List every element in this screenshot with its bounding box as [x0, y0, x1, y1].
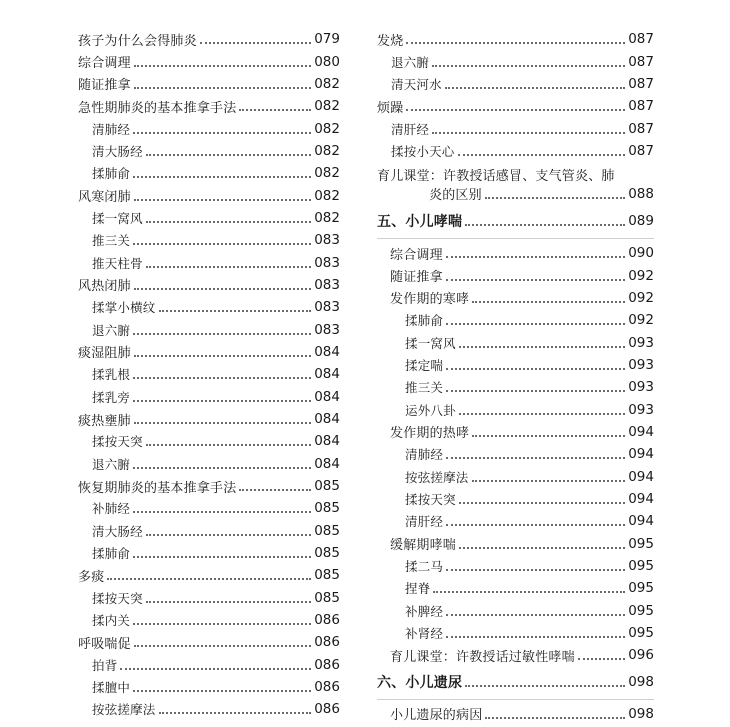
toc-entry-title: 揉按天突: [92, 434, 143, 450]
toc-page-number: 087: [628, 53, 654, 70]
toc-entry[interactable]: [377, 242, 654, 264]
toc-entry-title-line2: 炎的区别: [429, 188, 482, 204]
toc-entry-title: 揉按天突: [92, 590, 143, 606]
toc-entry-title: 捏脊: [405, 581, 431, 597]
dot-leader: [134, 645, 311, 647]
toc-page-number: 084: [314, 366, 340, 383]
toc-entry[interactable]: [78, 564, 340, 586]
toc-entry-title: 揉一窝风: [92, 210, 143, 226]
toc-entry[interactable]: [78, 50, 340, 72]
toc-right-column: [377, 28, 654, 725]
dot-leader: [459, 346, 625, 348]
dot-leader: [134, 87, 311, 89]
dot-leader: [446, 256, 625, 258]
toc-entry[interactable]: [78, 654, 340, 676]
dot-leader: [406, 42, 625, 44]
toc-entry-title: 小儿遗尿的病因: [390, 708, 483, 724]
dot-leader: [133, 400, 311, 402]
toc-entry[interactable]: [377, 354, 654, 376]
toc-page-number: 082: [314, 98, 340, 115]
toc-entry-title: 揉按天突: [405, 492, 456, 508]
toc-entry[interactable]: [377, 117, 654, 139]
toc-entry-title: 恢复期肺炎的基本推拿手法: [78, 480, 237, 496]
dot-leader: [433, 591, 625, 593]
toc-page-number: 095: [628, 558, 654, 575]
toc-entry[interactable]: [377, 600, 654, 622]
toc-page-number: 083: [314, 321, 340, 338]
dot-leader: [133, 623, 311, 625]
toc-entry[interactable]: [377, 95, 654, 117]
dot-leader: [458, 154, 626, 156]
toc-entry[interactable]: [78, 475, 340, 497]
toc-entry[interactable]: [377, 555, 654, 577]
toc-page-number: 080: [314, 53, 340, 70]
toc-entry[interactable]: [78, 274, 340, 296]
toc-entry-title: 育儿课堂：许教授话过敏性哮喘: [390, 649, 575, 665]
dot-leader: [465, 685, 625, 687]
dot-leader: [446, 569, 625, 571]
toc-entry-title: 推天柱骨: [92, 255, 143, 271]
toc-left-column: [78, 28, 340, 721]
toc-page-number: 084: [314, 343, 340, 360]
toc-page-number: 093: [628, 379, 654, 396]
toc-entry[interactable]: [78, 95, 340, 117]
dot-leader: [134, 288, 311, 290]
toc-page-number: 086: [314, 656, 340, 673]
toc-page-number: 098: [628, 705, 654, 722]
toc-page-number: 084: [314, 411, 340, 428]
toc-page-number: 094: [628, 513, 654, 530]
toc-entry-title: 清肝经: [391, 121, 430, 137]
toc-page-number: 098: [628, 673, 654, 690]
toc-section-heading[interactable]: [377, 667, 654, 697]
toc-entry-title: 揉二马: [405, 559, 444, 575]
toc-entry[interactable]: [78, 542, 340, 564]
toc-page-number: 079: [314, 31, 340, 48]
toc-entry-title: 退六腑: [92, 322, 131, 338]
toc-entry-title: 清肺经: [405, 447, 444, 463]
toc-entry-title: 揉定喘: [405, 357, 444, 373]
toc-page-number: 088: [628, 185, 654, 202]
toc-entry[interactable]: [78, 698, 340, 720]
toc-entry[interactable]: [377, 264, 654, 286]
toc-entry[interactable]: [377, 577, 654, 599]
toc-page-number: 093: [628, 356, 654, 373]
toc-entry[interactable]: [78, 497, 340, 519]
dot-leader: [107, 578, 311, 580]
dot-leader: [485, 197, 625, 199]
toc-entry-title: 揉膻中: [92, 680, 131, 696]
toc-entry[interactable]: [78, 207, 340, 229]
toc-page-number: 083: [314, 276, 340, 293]
toc-entry[interactable]: [78, 140, 340, 162]
toc-entry[interactable]: [78, 28, 340, 50]
dot-leader: [133, 377, 311, 379]
toc-page-number: 085: [314, 478, 340, 495]
toc-page-number: 085: [314, 545, 340, 562]
toc-entry-title: 按弦搓摩法: [92, 702, 156, 718]
dot-leader: [239, 489, 311, 491]
toc-page-number: 089: [628, 213, 654, 230]
dot-leader: [459, 413, 625, 415]
toc-entry-title: 揉一窝风: [405, 335, 456, 351]
toc-entry-title: 揉肺俞: [92, 546, 131, 562]
toc-entry[interactable]: [78, 73, 340, 95]
toc-page-number: 092: [628, 267, 654, 284]
toc-entry-title: 退六腑: [92, 456, 131, 472]
toc-entry-title: 按弦搓摩法: [405, 469, 469, 485]
toc-entry[interactable]: [377, 533, 654, 555]
dot-leader: [133, 132, 311, 134]
toc-entry-title: 孩子为什么会得肺炎: [78, 33, 197, 49]
toc-entry[interactable]: [78, 318, 340, 340]
toc-entry[interactable]: [78, 386, 340, 408]
toc-entry[interactable]: [377, 50, 654, 72]
toc-entry[interactable]: [78, 229, 340, 251]
dot-leader: [120, 668, 311, 670]
toc-entry[interactable]: [377, 443, 654, 465]
toc-entry[interactable]: [78, 162, 340, 184]
dot-leader: [472, 480, 626, 482]
toc-entry[interactable]: [78, 184, 340, 206]
toc-entry-title: 补脾经: [405, 603, 444, 619]
toc-page-number: 083: [314, 299, 340, 316]
toc-entry-title: 推三关: [405, 380, 444, 396]
toc-page-number: 082: [314, 165, 340, 182]
toc-page-number: 085: [314, 500, 340, 517]
toc-entry[interactable]: [78, 341, 340, 363]
dot-leader: [465, 224, 625, 226]
toc-page-number: 087: [628, 75, 654, 92]
toc-entry-title: 风寒闭肺: [78, 190, 131, 206]
toc-page-number: 096: [628, 647, 654, 664]
dot-leader: [432, 132, 625, 134]
toc-entry-title: 清大肠经: [92, 143, 143, 159]
toc-page-number: 087: [628, 98, 654, 115]
toc-page-number: 086: [314, 679, 340, 696]
toc-section-heading[interactable]: [377, 206, 654, 236]
toc-page-number: 082: [314, 120, 340, 137]
toc-entry[interactable]: [377, 376, 654, 398]
toc-page-number: 092: [628, 289, 654, 306]
toc-entry[interactable]: [377, 140, 654, 162]
toc-page-number: 082: [314, 142, 340, 159]
toc-entry-title: 运外八卦: [405, 402, 456, 418]
dot-leader: [445, 87, 625, 89]
dot-leader: [406, 109, 625, 111]
toc-entry[interactable]: [78, 251, 340, 273]
toc-entry-title: 发作期的热哮: [390, 426, 470, 442]
toc-page-number: 084: [314, 433, 340, 450]
section-divider: [377, 699, 654, 700]
dot-leader: [133, 690, 311, 692]
toc-entry-title: 退六腑: [391, 54, 430, 70]
toc-entry[interactable]: [78, 609, 340, 631]
toc-entry-title: 揉按小天心: [391, 143, 455, 159]
dot-leader: [446, 368, 625, 370]
toc-entry-title: 风热闭肺: [78, 279, 131, 295]
toc-entry[interactable]: [377, 28, 654, 50]
toc-entry-title: 揉乳旁: [92, 389, 131, 405]
dot-leader: [446, 524, 625, 526]
toc-entry-title: 揉内关: [92, 613, 131, 629]
toc-page-number: 095: [628, 580, 654, 597]
toc-entry-title: 揉肺俞: [405, 313, 444, 329]
toc-entry-title: 综合调理: [390, 247, 443, 263]
dot-leader: [472, 301, 625, 303]
toc-entry-title: 拍背: [92, 657, 118, 673]
section-divider: [377, 238, 654, 239]
toc-entry[interactable]: [377, 73, 654, 95]
dot-leader: [133, 511, 311, 513]
dot-leader: [446, 614, 625, 616]
toc-entry-title: 发烧: [377, 33, 404, 49]
toc-page-number: 084: [314, 388, 340, 405]
toc-page-number: 093: [628, 401, 654, 418]
toc-entry-title: 呼吸喘促: [78, 636, 131, 652]
toc-entry-title: 揉乳根: [92, 367, 131, 383]
dot-leader: [134, 355, 311, 357]
toc-entry[interactable]: [377, 466, 654, 488]
dot-leader: [446, 279, 625, 281]
toc-entry[interactable]: [377, 510, 654, 532]
toc-page-number: 086: [314, 612, 340, 629]
toc-entry-title: 揉肺俞: [92, 166, 131, 182]
dot-leader: [432, 65, 625, 67]
toc-page-number: 090: [628, 245, 654, 262]
dot-leader: [146, 266, 311, 268]
toc-entry-title: 综合调理: [78, 56, 131, 72]
toc-entry-title: 痰湿阻肺: [78, 346, 131, 362]
dot-leader: [446, 390, 625, 392]
toc-entry-title: 清天河水: [391, 76, 442, 92]
toc-entry-title: 清肺经: [92, 121, 131, 137]
toc-entry-title: 随证推拿: [78, 78, 131, 94]
toc-entry[interactable]: [377, 398, 654, 420]
dot-leader: [146, 534, 311, 536]
toc-page-number: 085: [314, 522, 340, 539]
toc-entry[interactable]: [78, 117, 340, 139]
toc-entry[interactable]: [78, 676, 340, 698]
toc-page-number: 095: [628, 625, 654, 642]
toc-page-number: 082: [314, 187, 340, 204]
toc-entry[interactable]: [377, 331, 654, 353]
toc-page-number: 085: [314, 567, 340, 584]
toc-page-number: 095: [628, 535, 654, 552]
toc-entry[interactable]: [78, 453, 340, 475]
toc-entry-title: 补肺经: [92, 501, 131, 517]
dot-leader: [472, 435, 625, 437]
toc-entry[interactable]: [377, 309, 654, 331]
toc-entry[interactable]: [377, 644, 654, 666]
dot-leader: [134, 65, 311, 67]
dot-leader: [146, 601, 311, 603]
dot-leader: [146, 221, 311, 223]
dot-leader: [446, 457, 625, 459]
dot-leader: [578, 658, 625, 660]
dot-leader: [446, 636, 625, 638]
toc-entry-title: 烦躁: [377, 100, 404, 116]
toc-entry[interactable]: [78, 363, 340, 385]
toc-page-number: 086: [314, 701, 340, 718]
dot-leader: [239, 109, 311, 111]
dot-leader: [133, 243, 311, 245]
dot-leader: [485, 717, 625, 719]
dot-leader: [159, 712, 312, 714]
toc-page-number: 094: [628, 468, 654, 485]
toc-page-number: 082: [314, 209, 340, 226]
toc-entry-title: 随证推拿: [390, 270, 443, 286]
dot-leader: [146, 154, 311, 156]
toc-entry-title: 育儿课堂：许教授话感冒、支气管炎、肺: [377, 169, 615, 185]
dot-leader: [459, 502, 625, 504]
dot-leader: [200, 42, 311, 44]
toc-page-number: 095: [628, 602, 654, 619]
dot-leader: [133, 556, 311, 558]
toc-page-number: 087: [628, 31, 654, 48]
toc-page-number: 087: [628, 120, 654, 137]
toc-entry-title: 清肝经: [405, 514, 444, 530]
dot-leader: [159, 310, 312, 312]
toc-page-number: 094: [628, 423, 654, 440]
toc-entry[interactable]: [377, 622, 654, 644]
dot-leader: [459, 547, 625, 549]
toc-entry[interactable]: [377, 162, 654, 206]
toc-page-number: 083: [314, 232, 340, 249]
toc-entry-title: 五、小儿哮喘: [377, 214, 463, 231]
toc-entry[interactable]: [78, 296, 340, 318]
toc-page-number: 092: [628, 312, 654, 329]
toc-entry[interactable]: [377, 703, 654, 725]
toc-entry-title: 缓解期哮喘: [390, 538, 457, 554]
toc-entry[interactable]: [78, 631, 340, 653]
toc-page-number: 094: [628, 446, 654, 463]
toc-page-number: 083: [314, 254, 340, 271]
toc-entry[interactable]: [377, 488, 654, 510]
dot-leader: [146, 444, 311, 446]
dot-leader: [446, 323, 625, 325]
toc-entry[interactable]: [377, 287, 654, 309]
toc-page-number: 094: [628, 491, 654, 508]
toc-page-number: 086: [314, 634, 340, 651]
toc-entry-title: 发作期的寒哮: [390, 292, 470, 308]
dot-leader: [133, 467, 311, 469]
toc-page-number: 084: [314, 455, 340, 472]
toc-entry[interactable]: [78, 430, 340, 452]
dot-leader: [133, 176, 311, 178]
toc-entry[interactable]: [78, 408, 340, 430]
toc-entry-title: 多痰: [78, 569, 105, 585]
toc-entry-title-continued: [377, 184, 654, 203]
toc-entry-title: 补肾经: [405, 626, 444, 642]
dot-leader: [134, 422, 311, 424]
toc-page-number: 082: [314, 75, 340, 92]
toc-page-number: 085: [314, 589, 340, 606]
toc-page-number: 093: [628, 334, 654, 351]
toc-entry-title: 痰热壅肺: [78, 413, 131, 429]
dot-leader: [134, 199, 311, 201]
toc-entry-title: 急性期肺炎的基本推拿手法: [78, 100, 237, 116]
toc-page-number: 087: [628, 142, 654, 159]
dot-leader: [133, 333, 311, 335]
toc-entry[interactable]: [377, 421, 654, 443]
toc-entry[interactable]: [78, 520, 340, 542]
toc-entry[interactable]: [78, 587, 340, 609]
toc-entry-title: 清大肠经: [92, 523, 143, 539]
toc-entry-title: 推三关: [92, 233, 131, 249]
toc-entry-title: 揉掌小横纹: [92, 300, 156, 316]
toc-entry-title: 六、小儿遗尿: [377, 674, 463, 691]
